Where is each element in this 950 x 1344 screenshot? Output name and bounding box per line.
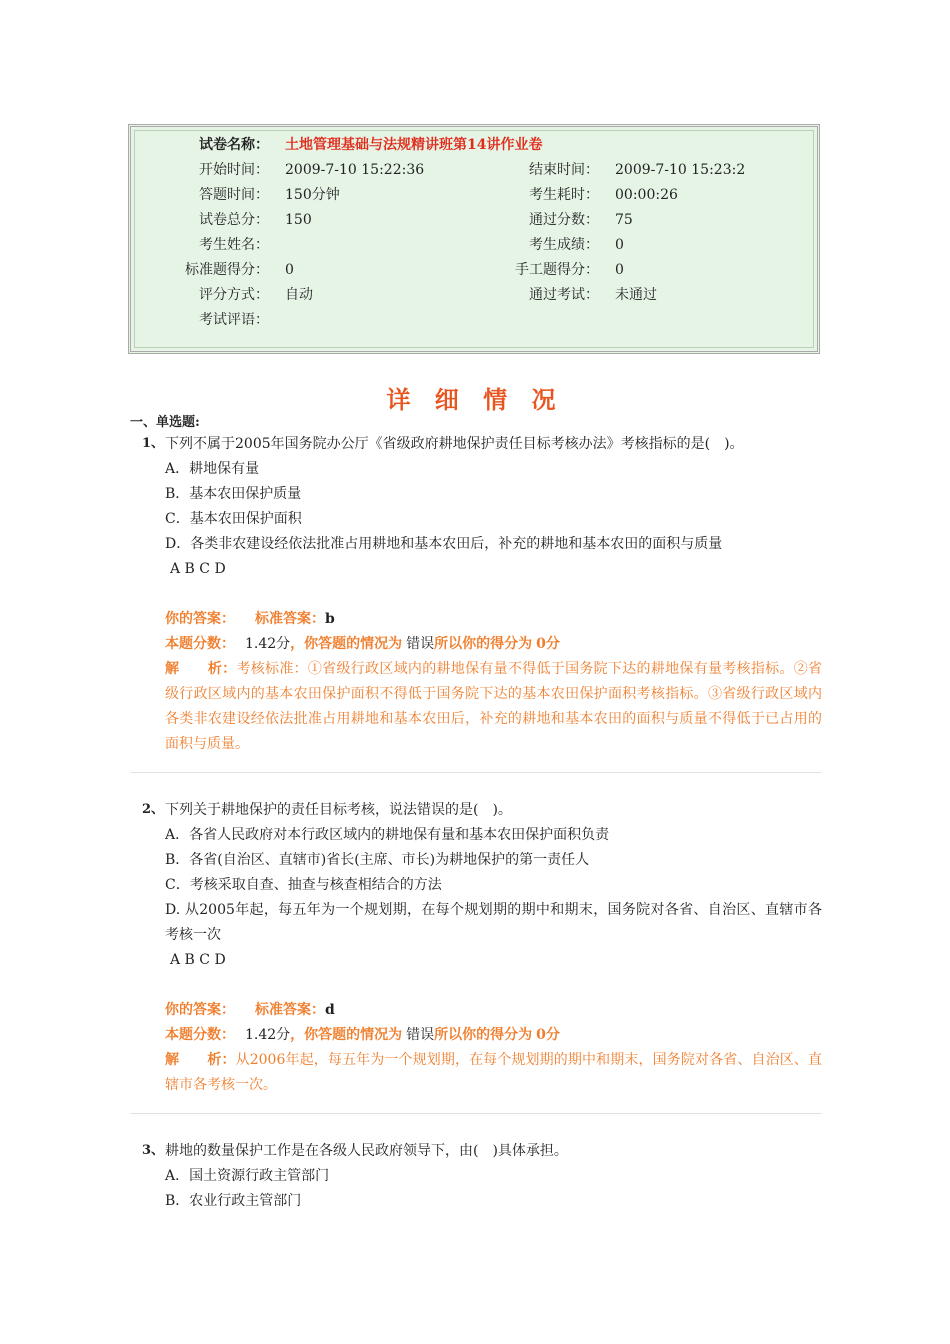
score-tail-text: 所以你的得分为 (434, 636, 533, 652)
comment-row (135, 309, 813, 331)
passed-label: 通过考试： (529, 287, 599, 303)
pass-score: 75 (615, 212, 633, 228)
option-c: C．考核采取自查、抽查与核查相结合的方法 (165, 877, 442, 893)
option-b: B．农业行政主管部门 (165, 1193, 302, 1209)
time-row (135, 159, 813, 181)
elapsed: 00:00:26 (615, 187, 678, 203)
score-mid-text: ，你答题的情况为 (290, 636, 403, 652)
q-earned: 0分 (536, 1027, 560, 1043)
score-row (165, 1023, 822, 1048)
question-3 (130, 1139, 822, 1219)
std-score: 0 (285, 262, 294, 278)
exam-name: 土地管理基础与法规精讲班第14讲作业卷 (285, 137, 543, 153)
grading-method: 自动 (285, 287, 313, 303)
question-text: 耕地的数量保护工作是在各级人民政府领导下，由( )具体承担。 (165, 1143, 568, 1159)
total-score: 150 (285, 212, 312, 228)
score-row (165, 632, 822, 657)
duration-label: 答题时间： (199, 187, 269, 203)
std-score-label: 标准题得分： (185, 262, 269, 278)
start-label: 开始时间： (199, 162, 269, 178)
section-title: 详 细 情 况 (386, 385, 564, 414)
explanation-text: 考核标准：①省级行政区域内的耕地保有量不得低于国务院下达的耕地保有量考核指标。②省级行政区域内的基本农田保护面积不得低于国务院下达的基本农田保护面积考核指标。③省级行政区域内各类非农建设经依法批准占用耕地和基本农田后，补充的耕地和基本农田的面积与质量不得低于已占用的面积与质量。 (165, 661, 823, 752)
exam-name-row (135, 134, 813, 156)
answer-choices[interactable]: A B C D (170, 561, 226, 577)
divider (130, 1113, 822, 1114)
question-2 (130, 798, 822, 1103)
manual-score: 0 (615, 262, 624, 278)
pass-score-label: 通过分数： (529, 212, 599, 228)
q-points: 1.42分 (245, 1027, 291, 1043)
comment-label: 考试评语： (199, 312, 269, 328)
std-answer-label: 标准答案： (255, 611, 325, 627)
question-number: 2、 (142, 802, 165, 817)
duration-row (135, 184, 813, 206)
score-mid-text: ，你答题的情况为 (290, 1027, 403, 1043)
explain-label: 解 析： (165, 1052, 236, 1068)
std-answer: d (325, 1002, 335, 1018)
q-status: 错误 (406, 636, 435, 652)
explanation (165, 1048, 822, 1098)
question-number: 3、 (142, 1143, 165, 1158)
option-b: B．基本农田保护质量 (165, 486, 302, 502)
exam-name-label: 试卷名称： (199, 137, 269, 153)
part-title: 一、单选题: (130, 415, 200, 430)
answer-row (165, 998, 822, 1023)
question-number: 1、 (142, 436, 165, 451)
duration: 150分钟 (285, 187, 340, 203)
passed-status: 未通过 (615, 287, 657, 303)
answer-choices[interactable]: A B C D (170, 952, 226, 968)
q-score-label: 本题分数： (165, 1027, 235, 1043)
option-d: D. 从2005年起，每五年为一个规划期，在每个规划期的期中和期末，国务院对各省、自治区、直辖市各考核一次 (165, 902, 822, 943)
student-row (135, 234, 813, 256)
explanation-text: 从2006年起，每五年为一个规划期，在每个规划期的期中和期末，国务院对各省、自治区、直辖市各考核一次。 (165, 1052, 822, 1093)
q-score-label: 本题分数： (165, 636, 235, 652)
start-time: 2009-7-10 15:22:36 (285, 162, 425, 178)
option-a: A．耕地保有量 (165, 461, 260, 477)
elapsed-label: 考生耗时： (529, 187, 599, 203)
your-answer-label: 你的答案： (165, 611, 235, 627)
q-points: 1.42分 (245, 636, 291, 652)
score-total-row (135, 209, 813, 231)
option-a: A．各省人民政府对本行政区域内的耕地保有量和基本农田保护面积负责 (165, 827, 610, 843)
option-c: C．基本农田保护面积 (165, 511, 302, 527)
answer-row (165, 607, 822, 632)
your-answer-label: 你的答案： (165, 1002, 235, 1018)
question-1 (130, 432, 822, 762)
grading-row (135, 284, 813, 306)
question-text: 下列关于耕地保护的责任目标考核，说法错误的是( )。 (165, 802, 512, 818)
std-answer-label: 标准答案： (255, 1002, 325, 1018)
subscore-row (135, 259, 813, 281)
explain-label: 解 析： (165, 661, 237, 677)
score-label: 考生成绩： (529, 237, 599, 253)
q-status: 错误 (406, 1027, 435, 1043)
exam-info-panel (128, 124, 820, 354)
total-label: 试卷总分： (199, 212, 269, 228)
student-label: 考生姓名： (199, 237, 269, 253)
option-b: B．各省(自治区、直辖市)省长(主席、市长)为耕地保护的第一责任人 (165, 852, 590, 868)
option-a: A．国土资源行政主管部门 (165, 1168, 330, 1184)
score-tail-text: 所以你的得分为 (434, 1027, 533, 1043)
student-score: 0 (615, 237, 624, 253)
question-text: 下列不属于2005年国务院办公厅《省级政府耕地保护责任目标考核办法》考核指标的是( )。 (165, 436, 744, 452)
end-label: 结束时间： (529, 162, 599, 178)
option-d: D．各类非农建设经依法批准占用耕地和基本农田后，补充的耕地和基本农田的面积与质量 (165, 536, 723, 552)
q-earned: 0分 (536, 636, 560, 652)
std-answer: b (325, 611, 335, 627)
end-time: 2009-7-10 15:23:2 (615, 162, 746, 178)
manual-score-label: 手工题得分： (515, 262, 599, 278)
grading-label: 评分方式： (199, 287, 269, 303)
exam-info-inner (134, 130, 814, 348)
explanation (165, 657, 822, 757)
divider (130, 772, 822, 773)
